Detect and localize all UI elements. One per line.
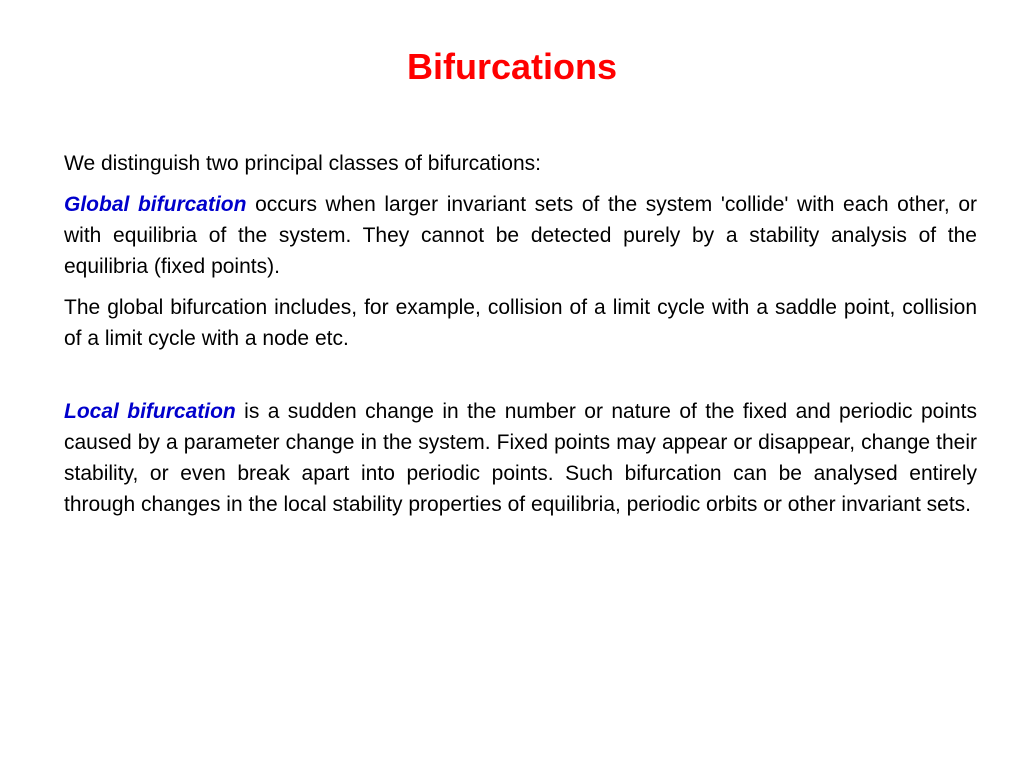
local-bifurcation-term: Local bifurcation xyxy=(64,400,236,423)
paragraph-spacer xyxy=(64,364,977,396)
local-bifurcation-paragraph xyxy=(64,396,977,520)
global-bifurcation-paragraph xyxy=(64,189,977,282)
intro-paragraph xyxy=(64,148,977,179)
global-bifurcation-term: Global bifurcation xyxy=(64,193,247,216)
intro-text: We distinguish two principal classes of bifurcations: xyxy=(64,152,542,175)
global-example-text: The global bifurcation includes, for example, collision of a limit cycle with a saddle point, collision of a limit cycle with a node etc. xyxy=(64,296,977,350)
slide-body xyxy=(64,148,977,530)
slide-title: Bifurcations xyxy=(406,46,618,87)
local-bifurcation-text: is a sudden change in the number or nature of the fixed and periodic points caused by a parameter change in the system. Fixed points may appear or disappear, change their stability, or even break apart into periodic points. Such bifurcation can be analysed entirely through changes in the local stability properties of equilibria, periodic orbits or other invariant sets. xyxy=(64,400,977,516)
global-example-paragraph xyxy=(64,292,977,354)
global-bifurcation-text: occurs when larger invariant sets of the system 'collide' with each other, or with equilibria of the system. They cannot be detected purely by a stability analysis of the equilibria (fixed points). xyxy=(64,193,978,278)
